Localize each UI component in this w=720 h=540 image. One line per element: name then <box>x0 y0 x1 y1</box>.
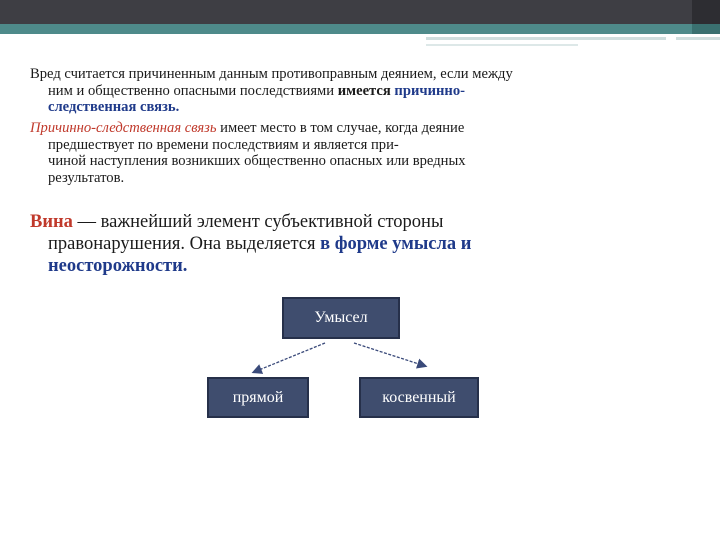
arrow-to-direct <box>254 343 325 372</box>
text-line: ним и общественно опасными последствиями имеется причинно- <box>48 82 465 99</box>
text-line: Причинно-следственная связь имеет место в том случае, когда деяние <box>30 120 465 136</box>
text-line: результатов. <box>48 169 125 186</box>
text-line: правонарушения. Она выделяется в форме умысла и <box>48 234 472 254</box>
text-line: неосторожности. <box>48 256 188 276</box>
diagram-box-direct: прямой <box>207 377 309 418</box>
arrow-to-indirect <box>354 343 425 366</box>
text-line: предшествует по времени последствиям и является при- <box>48 136 399 153</box>
diagram-box-indirect: косвенный <box>359 377 479 418</box>
text-line: следственная связь. <box>48 99 180 116</box>
text-line: чиной наступления возникших общественно опасных или вредных <box>48 153 466 170</box>
term-causal-link: Причинно-следственная связь <box>30 120 217 136</box>
text-line: Вред считается причиненным данным противоправным деянием, если между <box>30 66 513 82</box>
diagram-box-intent: Умысел <box>282 297 400 339</box>
term-guilt: Вина <box>30 212 73 232</box>
text-line: Вина — важнейший элемент субъективной стороны <box>30 212 444 232</box>
